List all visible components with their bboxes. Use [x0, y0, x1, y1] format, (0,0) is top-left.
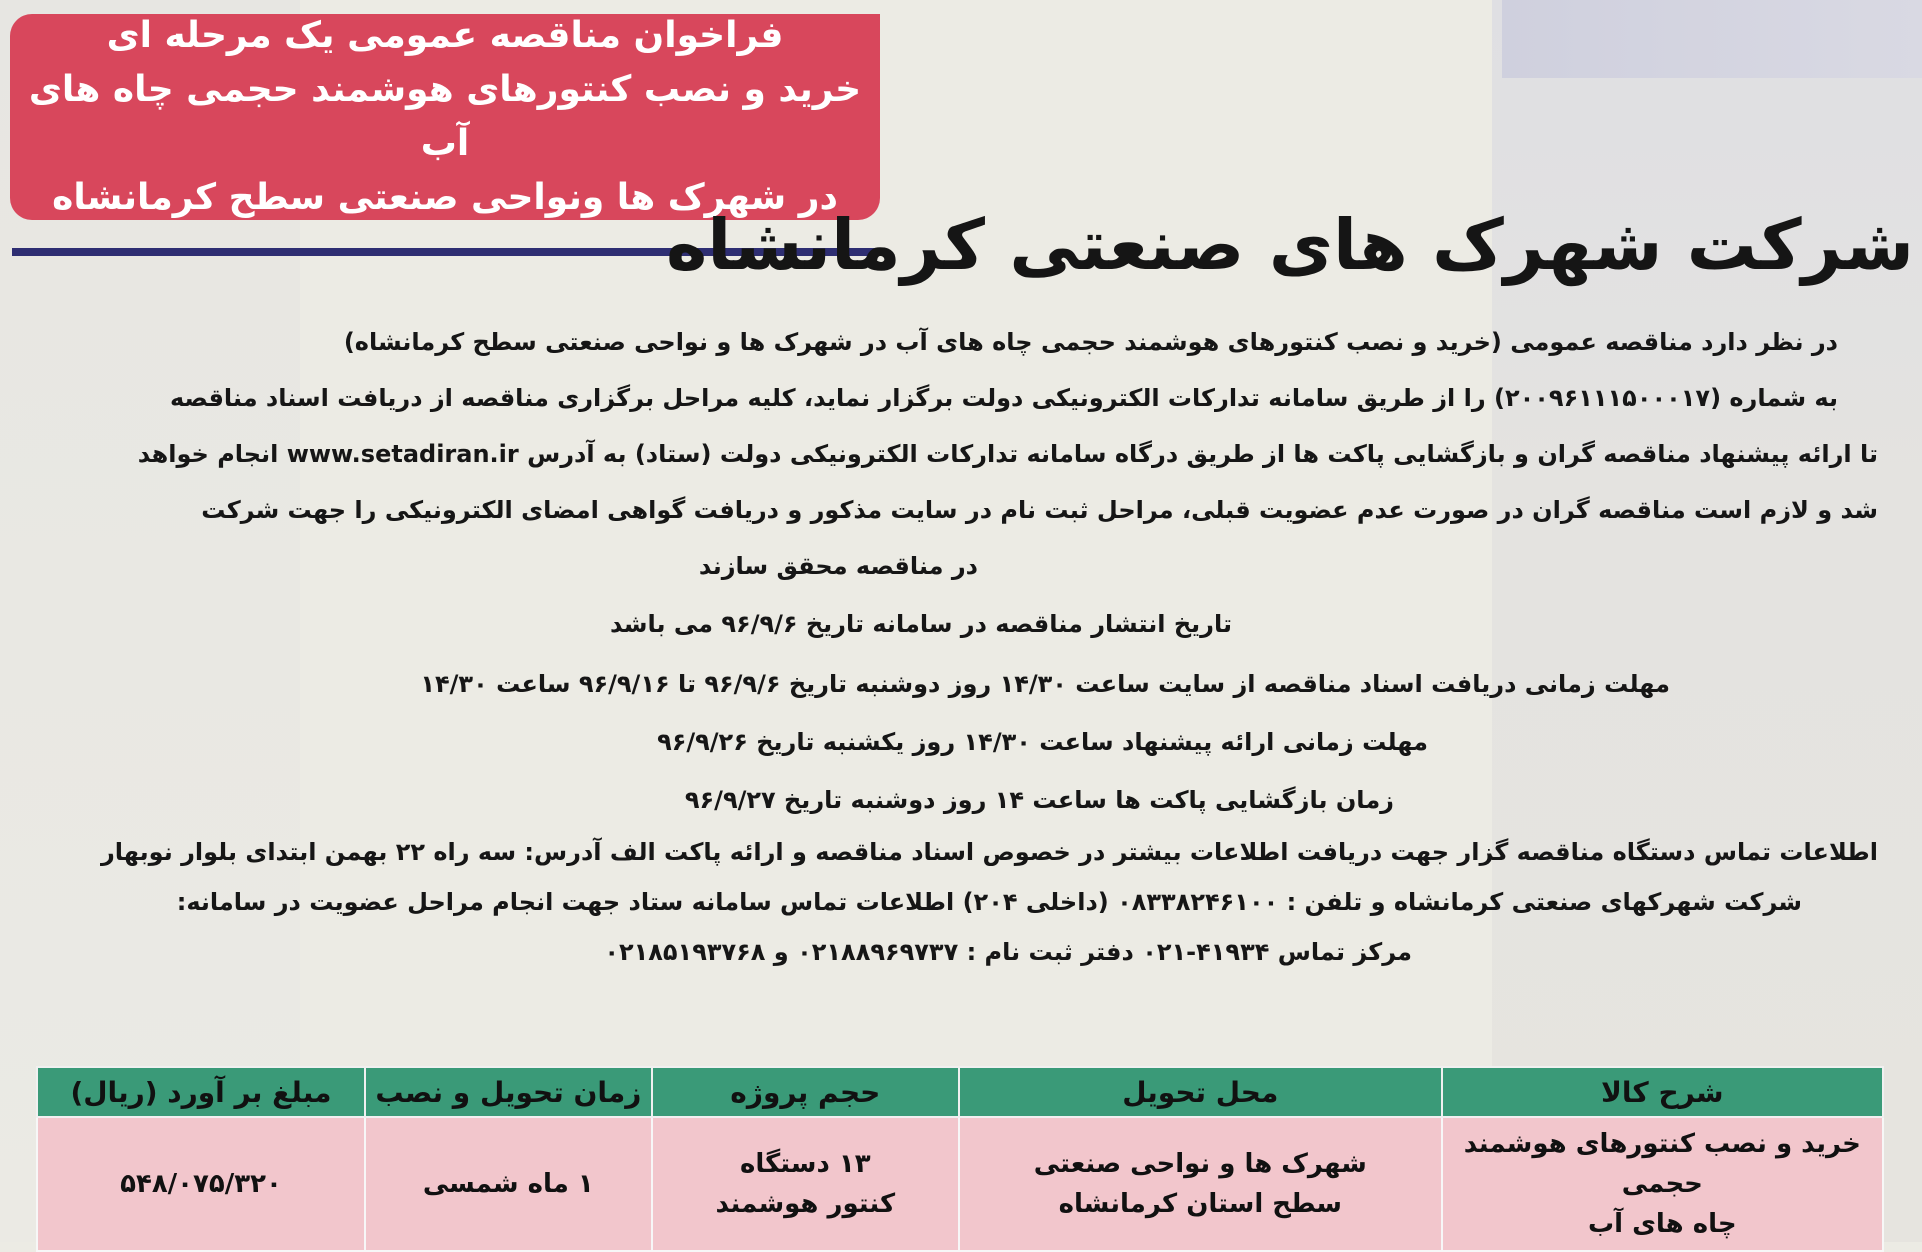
proposal-deadline: مهلت زمانی ارائه پیشنهاد ساعت ۱۴/۳۰ روز یکشنبه تاریخ ۹۶/۹/۲۶: [657, 728, 1428, 756]
cell-volume-line-2: کنتور هوشمند: [715, 1189, 896, 1219]
tender-table: [36, 1066, 1884, 1252]
header-time: زمان تحویل و نصب: [365, 1067, 652, 1117]
document-deadline: مهلت زمانی دریافت اسناد مناقصه از سایت ساعت ۱۴/۳۰ روز دوشنبه تاریخ ۹۶/۹/۶ تا ۹۶/۹/۱۶ ساعت ۱۴/۳۰: [420, 670, 1670, 698]
contact-line-1: اطلاعات تماس دستگاه مناقصه گزار جهت دریافت اطلاعات بیشتر در خصوص اسناد مناقصه و ارائه پاکت الف آدرس: سه راه ۲۲ بهمن ابتدای بلوار نوبهار: [100, 838, 1878, 866]
tender-banner: [10, 14, 880, 220]
banner-line-1: فراخوان مناقصه عمومی یک مرحله ای: [106, 15, 784, 56]
company-title: شرکت شهرک های صنعتی کرمانشاه: [665, 204, 1914, 286]
header-place: محل تحویل: [959, 1067, 1442, 1117]
table-row: [37, 1117, 1883, 1251]
publish-date: تاریخ انتشار مناقصه در سامانه تاریخ ۹۶/۹/۶ می باشد: [610, 610, 1232, 638]
body-line-2: به شماره (۲۰۰۹۶۱۱۱۵۰۰۰۱۷) را از طریق سامانه تدارکات الکترونیکی دولت برگزار نماید، کلیه مراحل برگزاری مناقصه از دریافت اسناد مناقصه: [169, 384, 1838, 412]
body-line-4: شد و لازم است مناقصه گران در صورت عدم عضویت قبلی، مراحل ثبت نام در سایت مذکور و دریافت گواهی امضای الکترونیکی را جهت شرکت: [201, 496, 1878, 524]
table-header-row: [37, 1067, 1883, 1117]
body-line-3: تا ارائه پیشنهاد مناقصه گران و بازگشایی پاکت ها از طریق درگاه سامانه تدارکات الکترونیکی دولت (ستاد) به آدرس www.setadiran.ir انجام خواهد: [137, 440, 1878, 468]
body-line-5: در مناقصه محقق سازند: [698, 552, 978, 580]
header-amount: مبلغ بر آورد (ریال): [37, 1067, 365, 1117]
banner-line-3: در شهرک ها ونواحی صنعتی سطح کرمانشاه: [52, 177, 838, 218]
banner-line-2: خرید و نصب کنتورهای هوشمند حجمی چاه های آب: [28, 69, 862, 164]
cell-item-line-1: خرید و نصب کنتورهای هوشمند حجمی: [1463, 1129, 1861, 1199]
cell-place-line-2: سطح استان کرمانشاه: [1058, 1189, 1342, 1219]
cell-place-line-1: شهرک ها و نواحی صنعتی: [1033, 1149, 1367, 1179]
cell-place: [959, 1117, 1442, 1251]
cell-volume-line-1: ۱۳ دستگاه: [740, 1149, 871, 1179]
contact-line-2: شرکت شهرکهای صنعتی کرمانشاه و تلفن : ۰۸۳۳۸۲۴۶۱۰۰ (داخلی ۲۰۴) اطلاعات تماس سامانه ستاد جهت انجام مراحل عضویت در سامانه:: [176, 888, 1802, 916]
cell-volume: [652, 1117, 959, 1251]
body-line-1: در نظر دارد مناقصه عمومی (خرید و نصب کنتورهای هوشمند حجمی چاه های آب در شهرک ها و نواحی صنعتی سطح کرمانشاه): [343, 328, 1838, 356]
cell-item: [1442, 1117, 1883, 1251]
cell-amount: ۵۴۸/۰۷۵/۳۲۰: [37, 1117, 365, 1251]
header-volume: حجم پروژه: [652, 1067, 959, 1117]
header-item: شرح کالا: [1442, 1067, 1883, 1117]
contact-line-3: مرکز تماس ۴۱۹۳۴-۰۲۱ دفتر ثبت نام : ۰۲۱۸۸۹۶۹۷۳۷ و ۰۲۱۸۵۱۹۳۷۶۸: [604, 938, 1412, 966]
opening-time: زمان بازگشایی پاکت ها ساعت ۱۴ روز دوشنبه تاریخ ۹۶/۹/۲۷: [684, 786, 1394, 814]
cell-item-line-2: چاه های آب: [1588, 1209, 1737, 1239]
paper-bleed-right: [1492, 0, 1922, 1242]
top-strip: [1502, 0, 1922, 78]
cell-time: ۱ ماه شمسی: [365, 1117, 652, 1251]
